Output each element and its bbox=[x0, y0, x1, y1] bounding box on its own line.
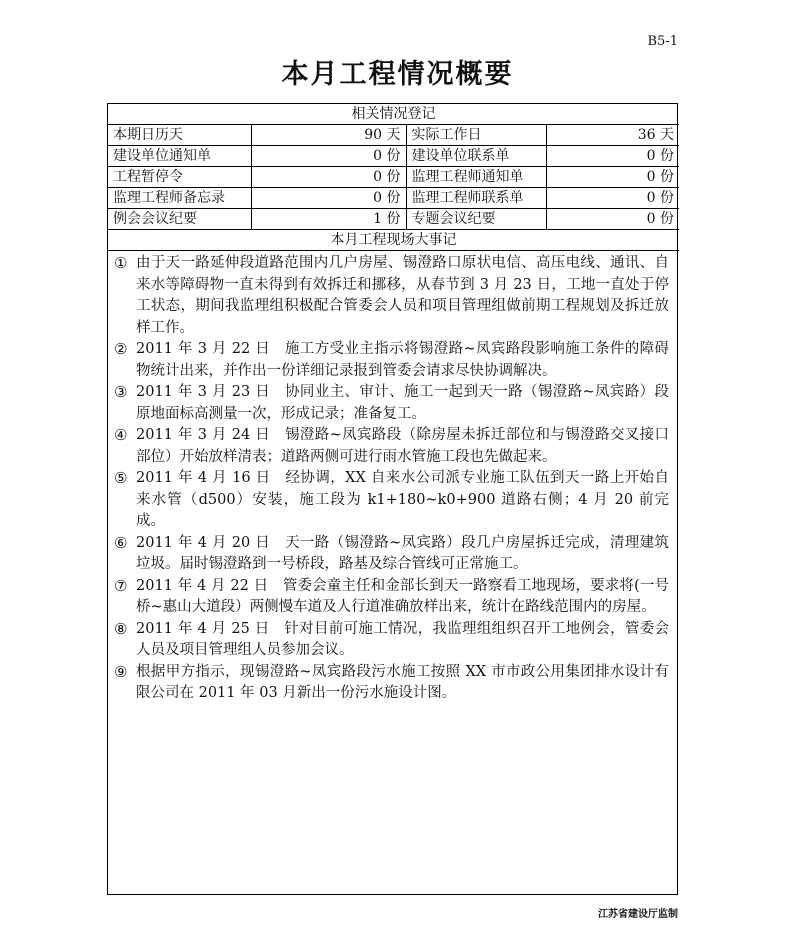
registry-label: 例会会议纪要 bbox=[108, 209, 251, 230]
event-item bbox=[114, 253, 669, 339]
event-text: 由于天一路延伸段道路范围内几户房屋、锡澄路口原状电信、高压电线、通讯、自来水等障碍物一直未得到有效拆迁和挪移，从春节到 3 月 23 日，工地一直处于停工状态，期间我监理组积极配合管委会人员和项目管理组做前期工程规划及拆迁放样工作。 bbox=[136, 255, 669, 336]
registry-value: 0 份 bbox=[251, 188, 406, 209]
event-item bbox=[114, 382, 669, 425]
event-number: ③ bbox=[114, 383, 128, 401]
event-text: 2011 年 4 月 22 日 管委会童主任和金部长到天一路察看工地现场，要求将(一号桥~惠山大道段）两侧慢车道及人行道准确放样出来，统计在路线范围内的房屋。 bbox=[136, 577, 669, 615]
registry-label: 实际工作日 bbox=[406, 125, 546, 146]
registry-value: 1 份 bbox=[251, 209, 406, 230]
registry-label: 建设单位通知单 bbox=[108, 146, 251, 167]
registry-row bbox=[108, 188, 679, 209]
event-item bbox=[114, 662, 669, 705]
registry-label: 工程暂停令 bbox=[108, 167, 251, 188]
event-item bbox=[114, 339, 669, 382]
event-number: ⑥ bbox=[114, 533, 128, 552]
event-text: 2011 年 3 月 24 日 锡澄路~凤宾路段（除房屋未拆迁部位和与锡澄路交叉接口部位）开始放样清表；道路两侧可进行雨水管施工段也先做起来。 bbox=[136, 427, 669, 465]
registry-row bbox=[108, 167, 679, 188]
registry-label: 监理工程师备忘录 bbox=[108, 188, 251, 209]
registry-table bbox=[108, 104, 679, 251]
event-text: 2011 年 4 月 25 日 针对目前可施工情况，我监理组组织召开工地例会，管委会人员及项目管理组人员参加会议。 bbox=[136, 620, 669, 658]
event-number: ① bbox=[114, 254, 128, 272]
event-text: 2011 年 4 月 20 日 天一路（锡澄路~凤宾路）段几户房屋拆迁完成，清理建筑垃圾。届时锡澄路到一号桥段，路基及综合管线可正常施工。 bbox=[136, 534, 669, 572]
event-number: ② bbox=[114, 340, 128, 358]
section-header-row bbox=[108, 230, 679, 251]
event-text: 根据甲方指示，现锡澄路~凤宾路段污水施工按照 XX 市市政公用集团排水设计有限公司在 2011 年 03 月新出一份污水施设计图。 bbox=[136, 663, 669, 701]
event-number: ⑧ bbox=[114, 619, 128, 638]
event-text: 2011 年 3 月 22 日 施工方受业主指示将锡澄路~凤宾路段影响施工条件的障碍物统计出来，并作出一份详细记录报到管委会请求尽快协调解决。 bbox=[136, 341, 669, 379]
event-item bbox=[114, 619, 669, 662]
registry-value: 0 份 bbox=[546, 167, 679, 188]
registry-row bbox=[108, 146, 679, 167]
event-item bbox=[114, 468, 669, 533]
section2-title: 本月工程现场大事记 bbox=[108, 230, 679, 251]
event-text: 2011 年 4 月 16 日 经协调，XX 自来水公司派专业施工队伍到天一路上开始自来水管（d500）安装，施工段为 k1+180~k0+900 道路右侧；4 月 20 前完成。 bbox=[136, 470, 669, 529]
registry-label: 监理工程师联系单 bbox=[406, 188, 546, 209]
report-frame bbox=[107, 103, 678, 895]
registry-value: 0 份 bbox=[251, 167, 406, 188]
registry-label: 专题会议纪要 bbox=[406, 209, 546, 230]
event-number: ⑦ bbox=[114, 576, 128, 595]
page-title: 本月工程情况概要 bbox=[281, 59, 514, 90]
registry-label: 监理工程师通知单 bbox=[406, 167, 546, 188]
registry-value: 0 份 bbox=[546, 209, 679, 230]
registry-value: 0 份 bbox=[546, 146, 679, 167]
registry-value: 90 天 bbox=[251, 125, 406, 146]
event-item bbox=[114, 576, 669, 619]
registry-row bbox=[108, 209, 679, 230]
event-number: ⑤ bbox=[114, 469, 128, 487]
form-code: B5-1 bbox=[647, 34, 678, 49]
section1-title: 相关情况登记 bbox=[108, 104, 679, 125]
registry-value: 0 份 bbox=[546, 188, 679, 209]
event-text: 2011 年 3 月 23 日 协同业主、审计、施工一起到天一路（锡澄路~凤宾路）段原地面标高测量一次，形成记录；准备复工。 bbox=[136, 384, 669, 422]
footer-issuer: 江苏省建设厅监制 bbox=[598, 909, 678, 920]
section-header-row bbox=[108, 104, 679, 125]
registry-label: 本期日历天 bbox=[108, 125, 251, 146]
registry-value: 0 份 bbox=[251, 146, 406, 167]
event-item bbox=[114, 533, 669, 576]
event-number: ⑨ bbox=[114, 662, 128, 681]
event-number: ④ bbox=[114, 426, 128, 444]
registry-value: 36 天 bbox=[546, 125, 679, 146]
event-list bbox=[108, 251, 677, 705]
registry-row bbox=[108, 125, 679, 146]
registry-label: 建设单位联系单 bbox=[406, 146, 546, 167]
event-item bbox=[114, 425, 669, 468]
